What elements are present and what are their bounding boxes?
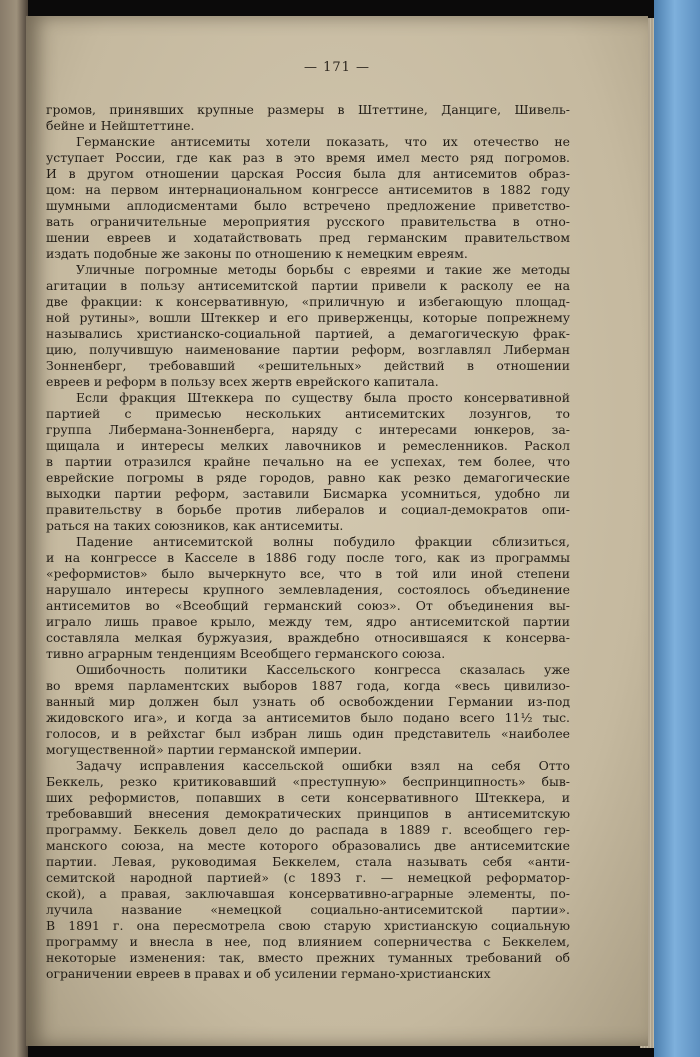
text-line: выходки партии реформ, заставили Бисмарка усомниться, удобно ли bbox=[46, 486, 570, 501]
text-line: жидовского ига», и когда за антисемитов было подано всего 11½ тыс. bbox=[46, 710, 570, 725]
text-line: Германские антисемиты хотели показать, что их отечество не bbox=[76, 134, 570, 149]
text-line: уступает России, где как раз в это время имел место ряд погромов. bbox=[46, 150, 570, 165]
text-line: В 1891 г. она пересмотрела свою старую христианскую социальную bbox=[46, 918, 570, 933]
text-line: вать ограничительные мероприятия русского правительства в отно- bbox=[46, 214, 570, 229]
text-line: щищала и интересы мелких лавочников и ремесленников. Раскол bbox=[46, 438, 570, 453]
text-line: Задачу исправления кассельской ошибки взял на себя Отто bbox=[76, 758, 570, 773]
text-line: и на конгрессе в Касселе в 1886 году после того, как из программы bbox=[46, 550, 570, 565]
text-line: правительству в борьбе против либералов и социал-демократов опи- bbox=[46, 502, 570, 517]
text-line: агитации в пользу антисемитской партии привели к расколу ее на bbox=[46, 278, 570, 293]
text-line: Если фракция Штеккера по существу была просто консервативной bbox=[76, 390, 570, 405]
text-line: Падение антисемитской волны побудило фракции сблизиться, bbox=[76, 534, 570, 549]
text-line: лучила название «немецкой социально-антисемитской партии». bbox=[46, 902, 570, 917]
text-line: шумными аплодисментами было встречено предложение приветство- bbox=[46, 198, 570, 213]
text-line: евреев и реформ в пользу всех жертв еврейского капитала. bbox=[46, 374, 439, 389]
text-line: ванный мир должен был узнать об освобождении Германии из-под bbox=[46, 694, 570, 709]
text-line: программу и внесла в нее, под влиянием соперничества с Беккелем, bbox=[46, 934, 570, 949]
text-line: партии. Левая, руководимая Беккелем, стала называть себя «анти- bbox=[46, 854, 570, 869]
page-text-body bbox=[46, 102, 570, 982]
text-line: Уличные погромные методы борьбы с евреями и такие же методы bbox=[76, 262, 570, 277]
text-line: могущественной» партии германской империи. bbox=[46, 742, 362, 757]
page-number: — 171 — bbox=[303, 60, 371, 75]
text-line: нарушало интересы крупного землевладения, состоялось объединение bbox=[46, 582, 570, 597]
text-line: тивно аграрным тенденциям Всеобщего германского союза. bbox=[46, 646, 446, 661]
text-line: цом: на первом интернациональном конгрессе антисемитов в 1882 году bbox=[46, 182, 570, 197]
text-line: ших реформистов, попавших в сети консервативного Штеккера, и bbox=[46, 790, 570, 805]
left-page-edge bbox=[0, 0, 28, 1057]
text-line: две фракции: к консервативную, «приличную и избегающую площад- bbox=[46, 294, 570, 309]
text-line: ограничении евреев в правах и об усилении германо-христианских bbox=[46, 966, 491, 981]
text-line: требовавший внесения демократических принципов в антисемитскую bbox=[46, 806, 570, 821]
text-line: составляла мелкая буржуазия, враждебно относившаяся к консерва- bbox=[46, 630, 570, 645]
text-line: издать подобные же законы по отношению к немецким евреям. bbox=[46, 246, 468, 261]
text-line: шении евреев и ходатайствовать пред германским правительством bbox=[46, 230, 570, 245]
text-line: играло лишь правое крыло, между тем, ядро антисемитской партии bbox=[46, 614, 570, 629]
text-line: И в другом отношении царская Россия была для антисемитов образ- bbox=[46, 166, 570, 181]
text-line: раться на таких союзников, как антисемиты. bbox=[46, 518, 344, 533]
text-line: цию, получившую наименование партии реформ, возглавлял Либерман bbox=[46, 342, 570, 357]
text-line: Зонненберг, требовавший «решительных» действий в отношении bbox=[46, 358, 570, 373]
text-line: еврейские погромы в ряде городов, равно как резко демагогические bbox=[46, 470, 570, 485]
text-line: в партии отразился крайне печально на ее успехах, тем более, что bbox=[46, 454, 570, 469]
text-line: громов, принявших крупные размеры в Штеттине, Данциге, Шивель- bbox=[46, 102, 570, 117]
text-line: ной рутины», вошли Штеккер и его приверженцы, которые попрежнему bbox=[46, 310, 570, 325]
text-line: партией с примесью нескольких антисемитских лозунгов, то bbox=[46, 406, 570, 421]
text-line: программу. Беккель довел дело до распада в 1889 г. всеобщего гер- bbox=[46, 822, 570, 837]
text-line: Беккель, резко критиковавший «преступную» беспринципность» быв- bbox=[46, 774, 570, 789]
text-line: антисемитов во «Всеобщий германский союз». От объединения вы- bbox=[46, 598, 570, 613]
blue-cover-edge bbox=[654, 0, 700, 1057]
text-line: назывались христианско-социальной партией, а демагогическую фрак- bbox=[46, 326, 570, 341]
text-line: семитской народной партией» (с 1893 г. — немецкой реформатор- bbox=[46, 870, 570, 885]
text-line: во время парламентских выборов 1887 года, когда «весь цивилизо- bbox=[46, 678, 570, 693]
text-line: «реформистов» было вычеркнуто все, что в той или иной степени bbox=[46, 566, 570, 581]
text-line: некоторые изменения: так, вместо прежних туманных требований об bbox=[46, 950, 570, 965]
book-page bbox=[26, 16, 648, 1046]
text-line: Ошибочность политики Кассельского конгресса сказалась уже bbox=[76, 662, 570, 677]
text-line: группа Либермана-Зонненберга, наряду с интересами юнкеров, за- bbox=[46, 422, 570, 437]
text-line: голосов, и в рейхстаг был избран лишь один представитель «наиболее bbox=[46, 726, 570, 741]
text-line: манского союза, на месте которого образовались две антисемитские bbox=[46, 838, 570, 853]
text-line: ской), а правая, заключавшая консервативно-аграрные элементы, по- bbox=[46, 886, 570, 901]
text-line: бейне и Нейштеттине. bbox=[46, 118, 195, 133]
